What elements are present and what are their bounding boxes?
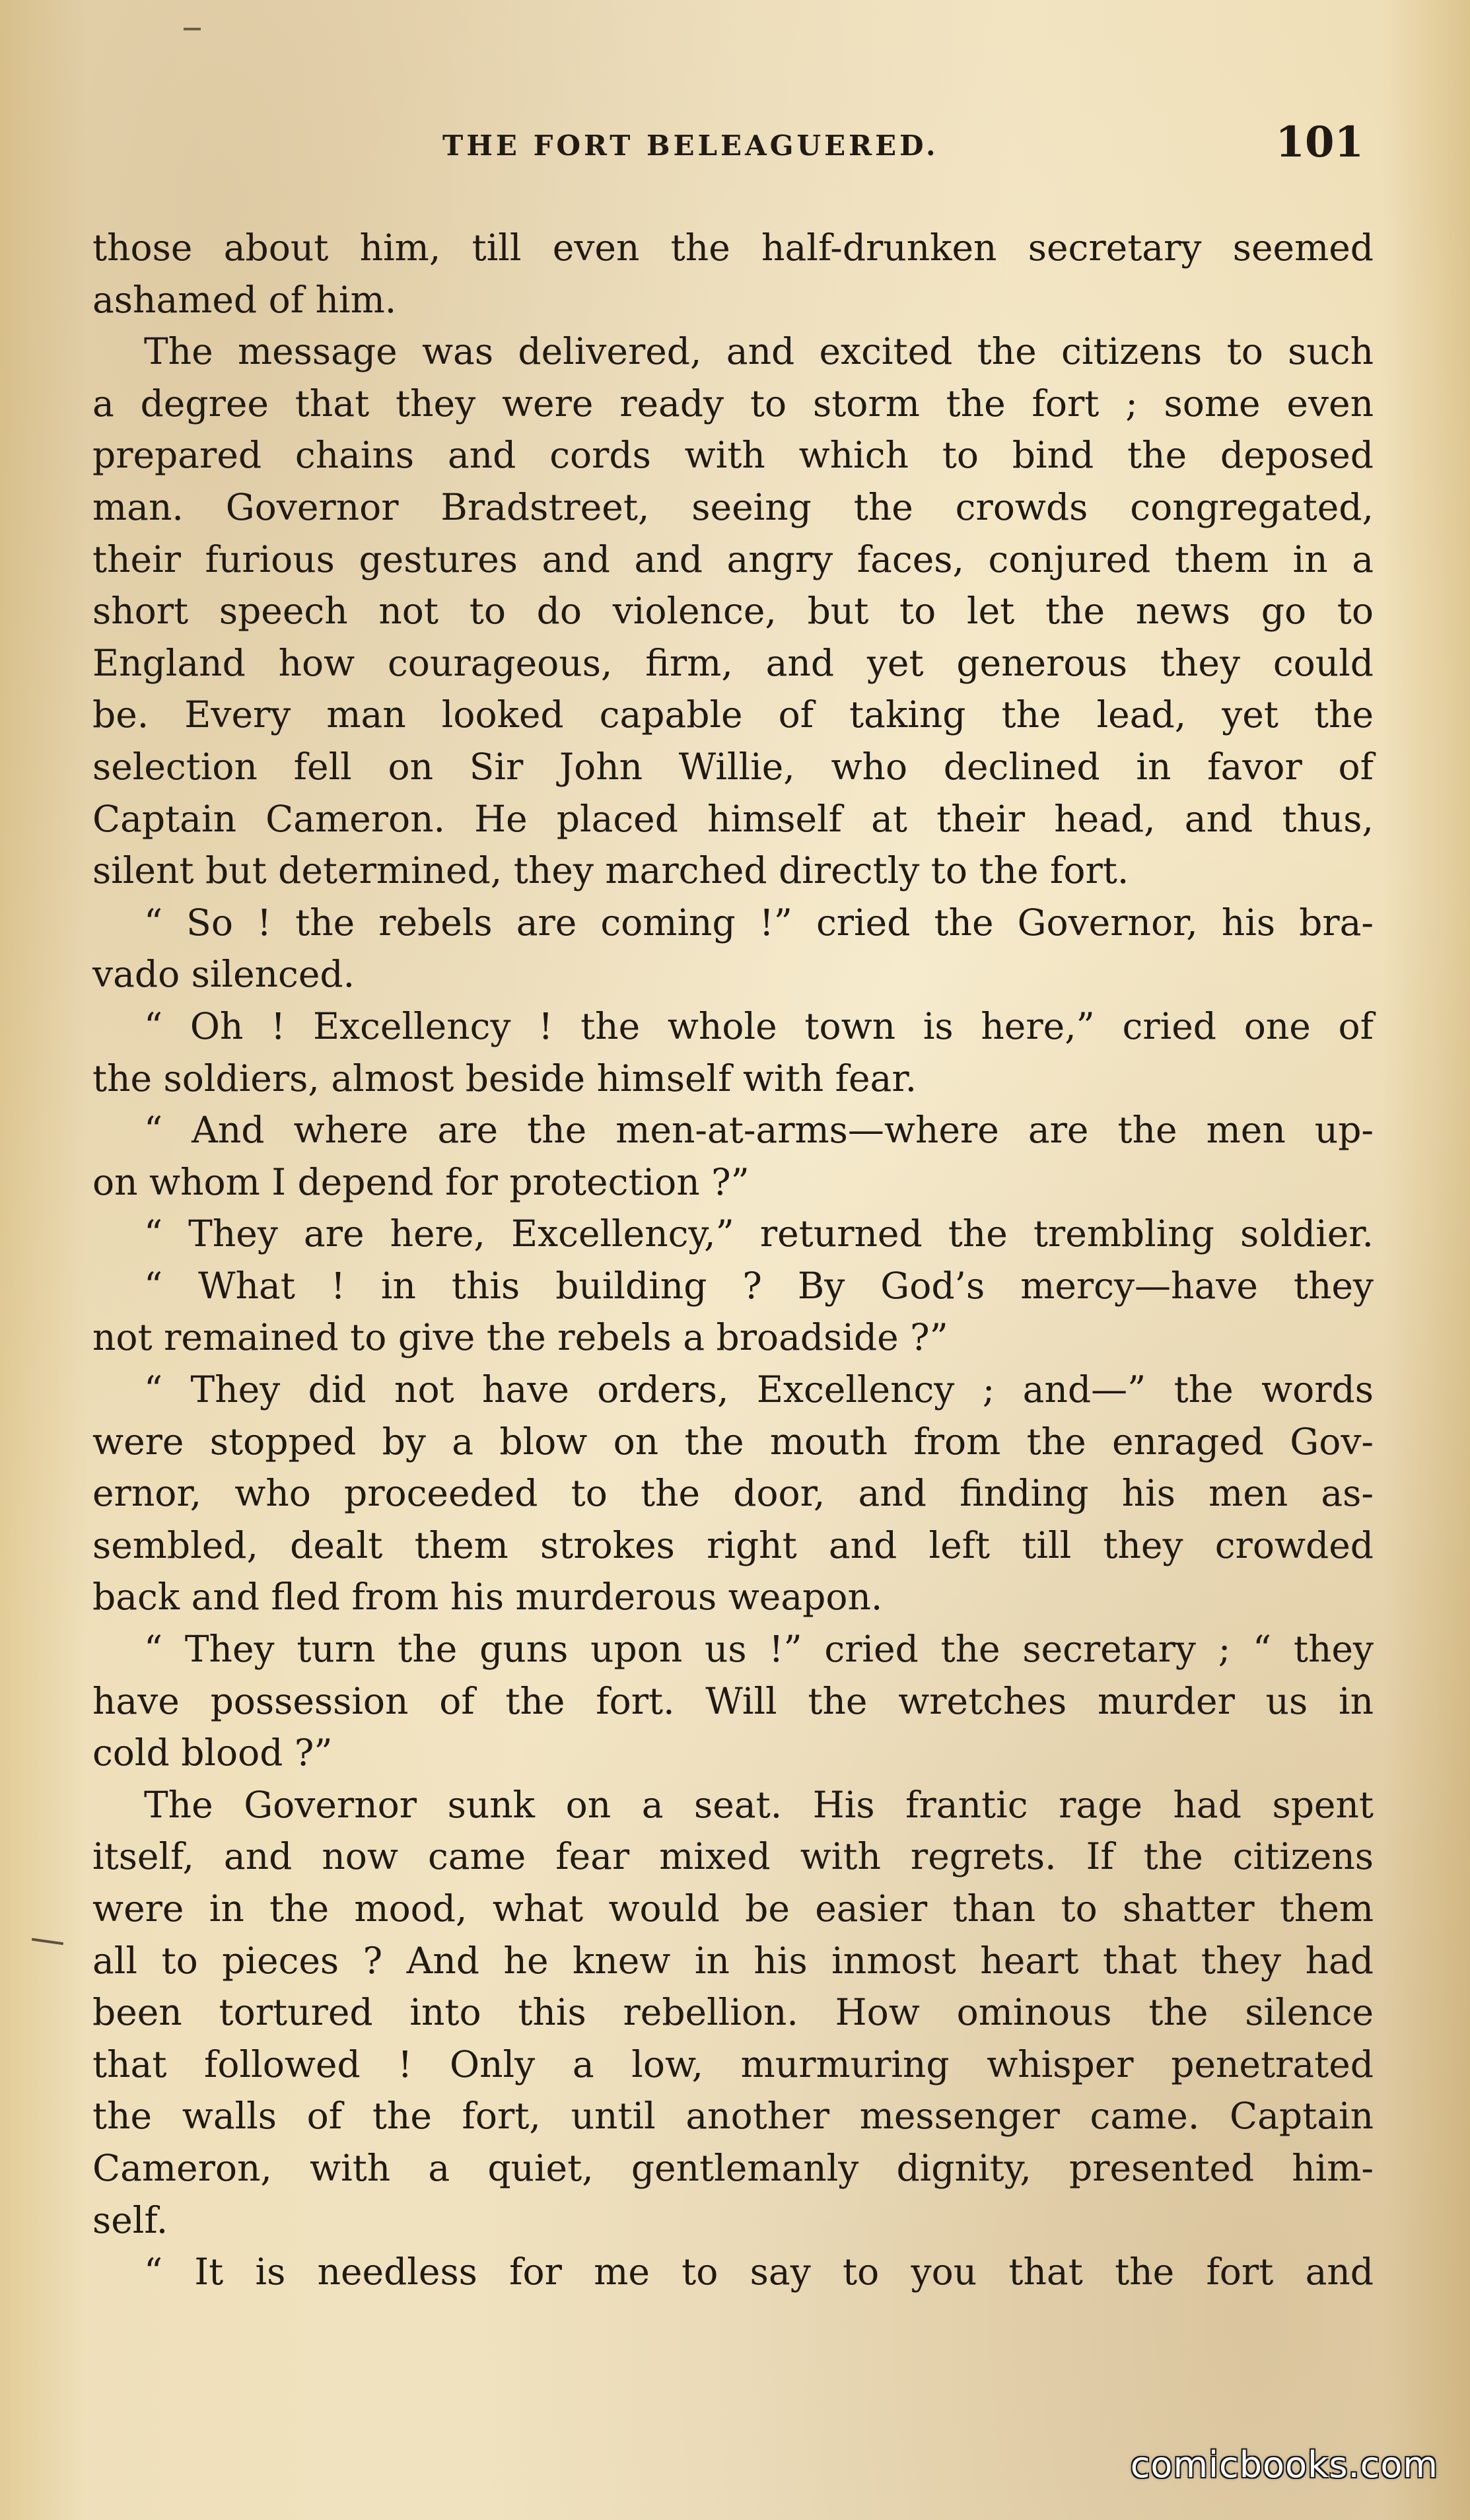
text-line: back and fled from his murderous weapon. (92, 1576, 883, 1619)
text-line: selection fell on Sir John Willie, who declined in favor of (92, 745, 1374, 788)
text-line: “ They are here, Excellency,” returned the trembling soldier. (144, 1212, 1374, 1255)
text-line: ernor, who proceeded to the door, and finding his men as- (92, 1472, 1374, 1515)
text-line: vado silenced. (92, 953, 355, 996)
text-line: been tortured into this rebellion. How ominous the silence (92, 1991, 1374, 2034)
text-line: be. Every man looked capable of taking the lead, yet the (92, 693, 1374, 736)
text-line: itself, and now came fear mixed with regrets. If the citizens (92, 1835, 1374, 1878)
text-line: self. (92, 2198, 168, 2241)
page-number: 101 (1275, 118, 1364, 167)
text-line: “ They turn the guns upon us !” cried the secretary ; “ they (144, 1628, 1374, 1671)
text-line: that followed ! Only a low, murmuring whisper penetrated (92, 2043, 1374, 2085)
ink-mark (184, 28, 201, 30)
text-line: the walls of the fort, until another messenger came. Captain (92, 2095, 1374, 2138)
text-line: prepared chains and cords with which to bind the deposed (92, 434, 1374, 477)
text-line: have possession of the fort. Will the wretches murder us in (92, 1679, 1374, 1722)
text-line: those about him, till even the half-drunken secretary seemed (92, 227, 1374, 269)
text-line: were in the mood, what would be easier than to shatter them (92, 1887, 1374, 1930)
page-header (92, 118, 1377, 190)
text-line: cold blood ?” (92, 1732, 333, 1774)
text-line: were stopped by a blow on the mouth from the enraged Gov- (92, 1420, 1374, 1463)
text-line: “ And where are the men-at-arms—where are the men up- (144, 1109, 1374, 1152)
text-line: all to pieces ? And he knew in his inmost heart that they had (92, 1939, 1374, 1982)
text-line: Cameron, with a quiet, gentlemanly dignity, presented him- (92, 2146, 1374, 2189)
running-title: THE FORT BELEAGUERED. (442, 129, 939, 162)
body-text (92, 222, 1374, 2298)
watermark: comicbooks.com (1130, 2444, 1438, 2486)
text-line: The message was delivered, and excited the citizens to such (144, 330, 1374, 373)
text-line: “ What ! in this building ? By God’s mercy—have they (144, 1264, 1374, 1307)
text-line: the soldiers, almost beside himself with fear. (92, 1057, 917, 1100)
text-line: England how courageous, firm, and yet generous they could (92, 641, 1374, 684)
text-line: sembled, dealt them strokes right and left till they crowded (92, 1523, 1374, 1566)
text-line: a degree that they were ready to storm the fort ; some even (92, 382, 1374, 425)
text-line: not remained to give the rebels a broadside ?” (92, 1316, 948, 1359)
text-line: “ Oh ! Excellency ! the whole town is here,” cried one of (144, 1004, 1374, 1047)
text-line: Captain Cameron. He placed himself at their head, and thus, (92, 797, 1374, 840)
text-line: The Governor sunk on a seat. His frantic rage had spent (144, 1783, 1374, 1826)
text-line: their furious gestures and and angry faces, conjured them in a (92, 538, 1374, 580)
text-line: silent but determined, they marched directly to the fort. (92, 849, 1129, 892)
text-line: “ So ! the rebels are coming !” cried the Governor, his bra- (144, 901, 1374, 944)
text-line: “ They did not have orders, Excellency ; and—” the words (144, 1368, 1374, 1411)
margin-pencil-mark (32, 1938, 63, 1945)
text-line: man. Governor Bradstreet, seeing the crowds congregated, (92, 485, 1374, 528)
text-line: on whom I depend for protection ?” (92, 1160, 750, 1203)
text-line: ashamed of him. (92, 278, 397, 321)
text-line: short speech not to do violence, but to let the news go to (92, 590, 1374, 633)
text-line: “ It is needless for me to say to you that the fort and (144, 2251, 1374, 2293)
